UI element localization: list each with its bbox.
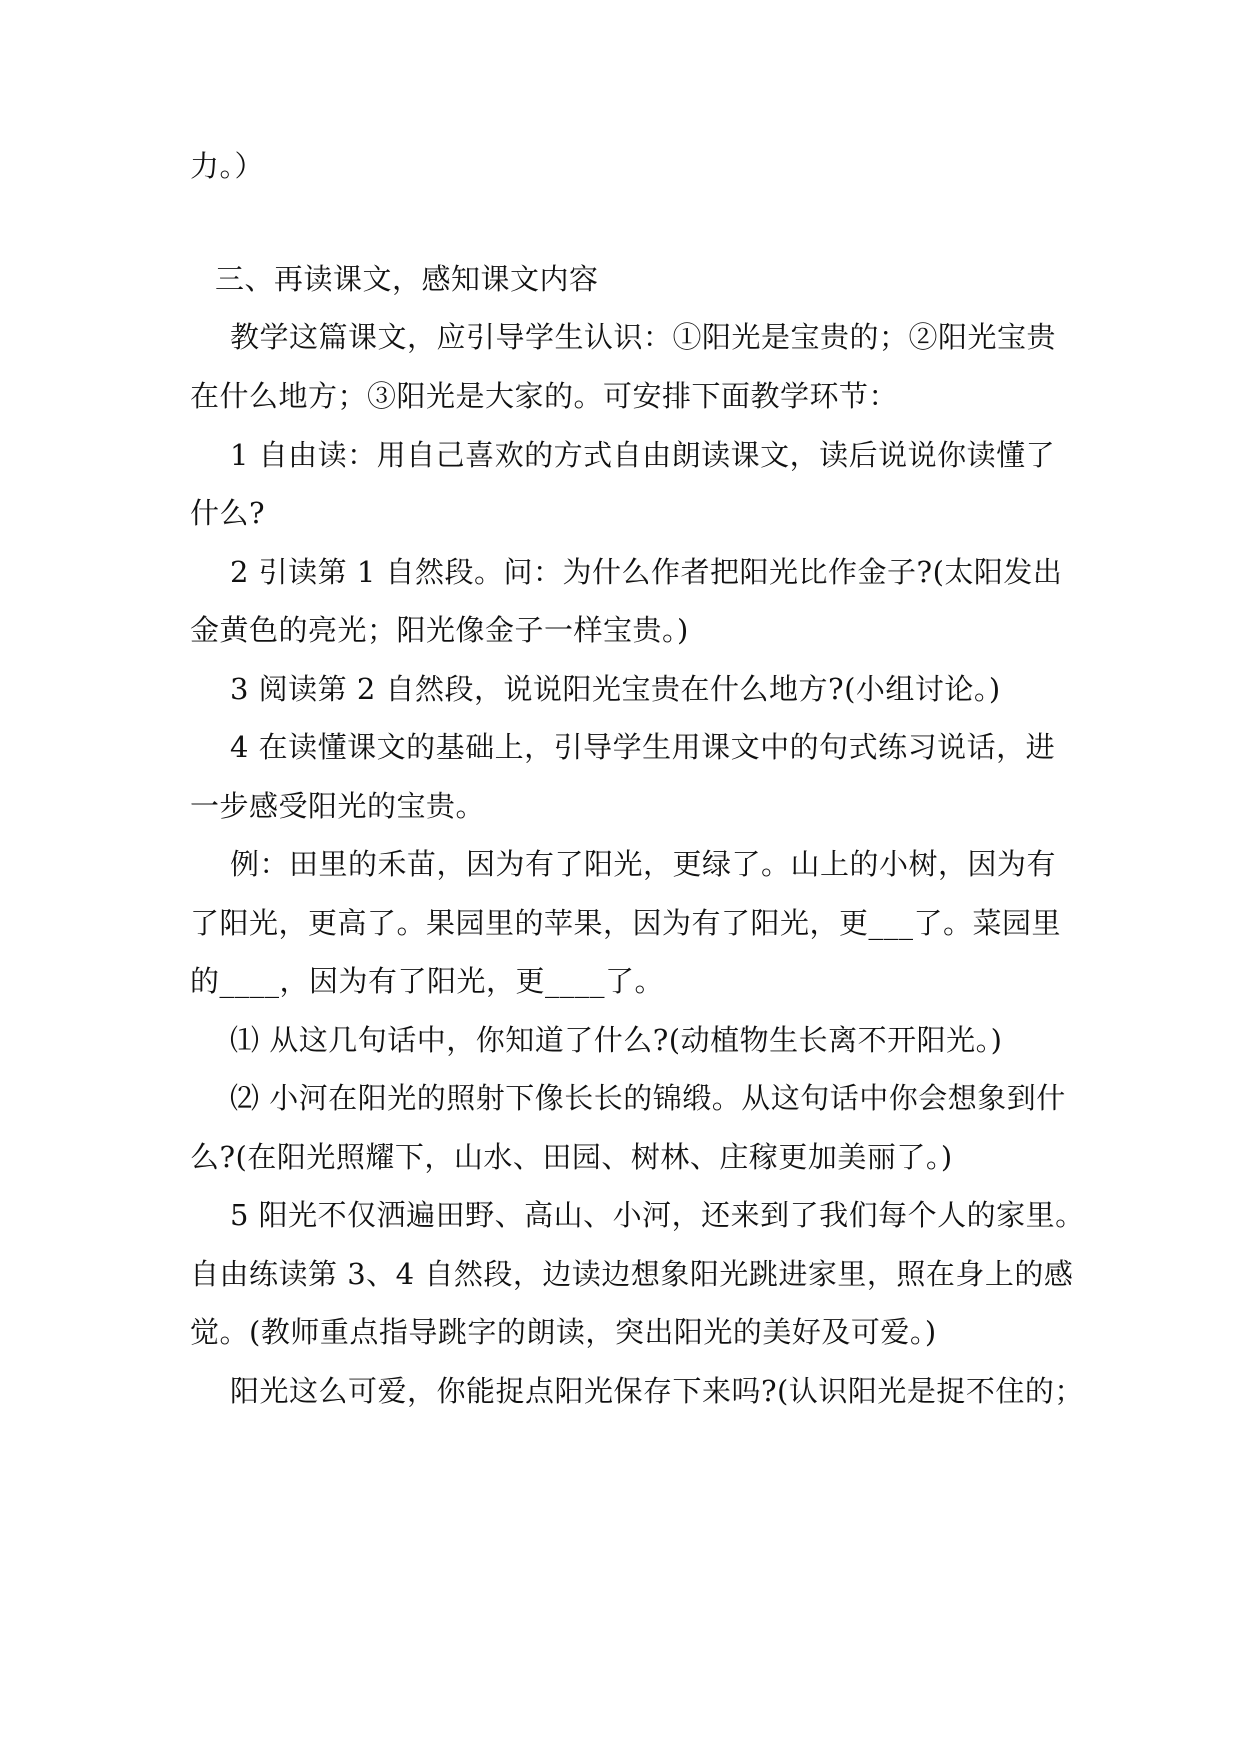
text-line: 2 引读第 1 自然段。问：为什么作者把阳光比作金子?(太阳发出: [230, 555, 1063, 589]
text-line: 阳光这么可爱，你能捉点阳光保存下来吗?(认识阳光是捉不住的；: [230, 1374, 1084, 1408]
text-line: 5 阳光不仅洒遍田野、高山、小河，还来到了我们每个人的家里。: [230, 1198, 1085, 1232]
text-line: ⑴ 从这几句话中，你知道了什么?(动植物生长离不开阳光。): [230, 1023, 1003, 1057]
text-line: 教学这篇课文，应引导学生认识：①阳光是宝贵的；②阳光宝贵: [230, 320, 1057, 354]
text-line: 例：田里的禾苗，因为有了阳光，更绿了。山上的小树，因为有: [230, 847, 1057, 881]
text-line: 什么?: [190, 496, 266, 530]
text-line: 在什么地方；③阳光是大家的。可安排下面教学环节：: [190, 379, 899, 413]
text-line: 一步感受阳光的宝贵。: [190, 789, 486, 823]
text-line: 3 阅读第 2 自然段，说说阳光宝贵在什么地方?(小组讨论。): [230, 672, 1001, 706]
text-line: 力。）: [190, 149, 265, 183]
text-line: 了阳光，更高了。果园里的苹果，因为有了阳光，更___了。菜园里: [190, 906, 1062, 940]
text-line: 觉。(教师重点指导跳字的朗读，突出阳光的美好及可爱。): [190, 1315, 937, 1349]
section-heading: 三、再读课文，感知课文内容: [215, 262, 599, 296]
text-line: 1 自由读：用自己喜欢的方式自由朗读课文，读后说说你读懂了: [230, 438, 1056, 472]
text-line: 4 在读懂课文的基础上，引导学生用课文中的句式练习说话，进: [230, 730, 1056, 764]
text-line: 金黄色的亮光；阳光像金子一样宝贵。): [190, 613, 689, 647]
text-line: 的____，因为有了阳光，更____了。: [190, 964, 665, 998]
text-line: 自由练读第 3、4 自然段，边读边想象阳光跳进家里，照在身上的感: [190, 1257, 1074, 1291]
text-line: 么?(在阳光照耀下，山水、田园、树林、庄稼更加美丽了。): [190, 1140, 953, 1174]
text-line: ⑵ 小河在阳光的照射下像长长的锦缎。从这句话中你会想象到什: [230, 1081, 1066, 1115]
